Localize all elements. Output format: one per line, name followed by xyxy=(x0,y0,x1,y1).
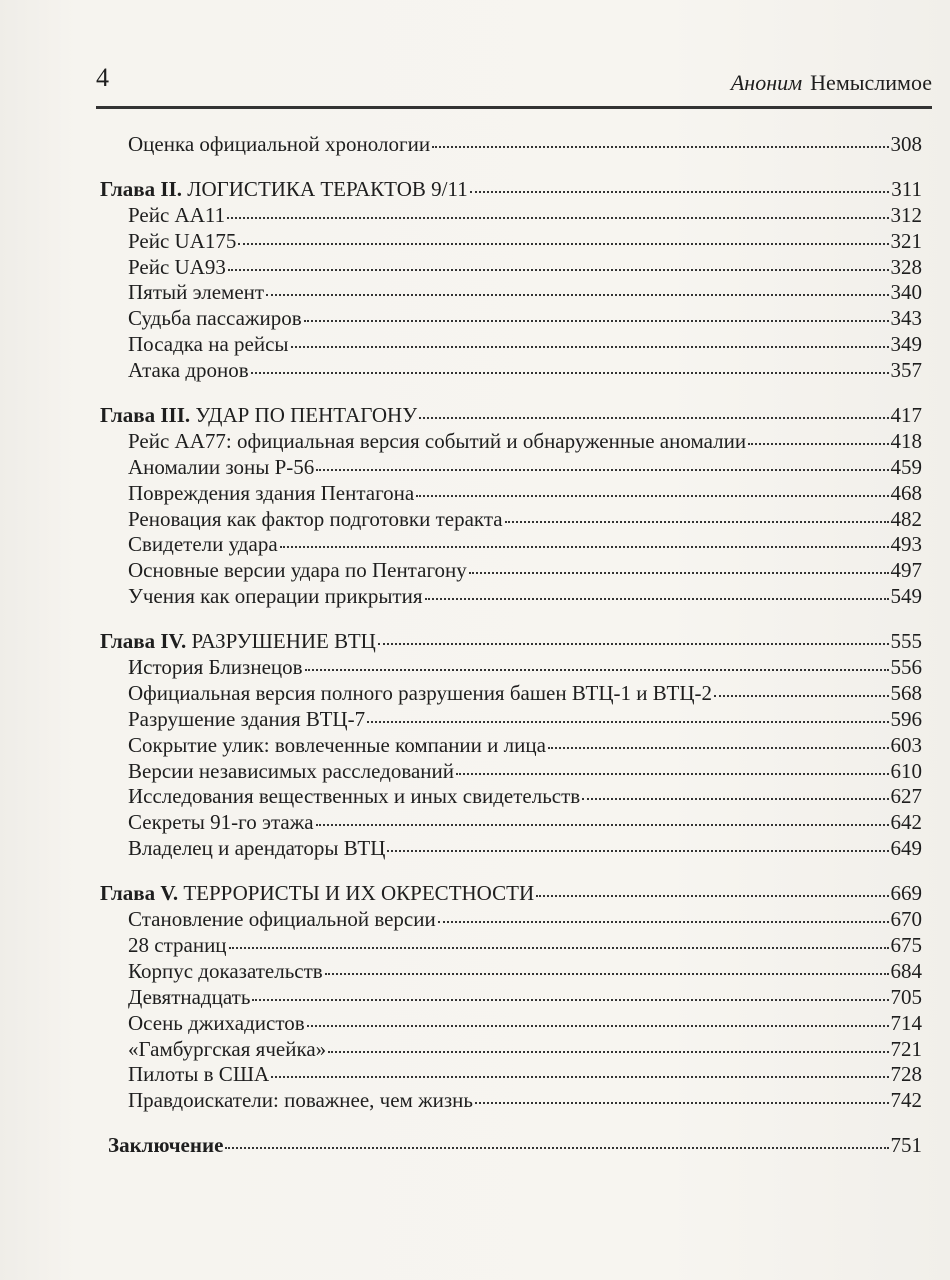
toc-entry-page: 482 xyxy=(890,506,922,531)
chapter-label: Глава IV. xyxy=(100,629,187,654)
toc-entry-page: 705 xyxy=(890,984,922,1009)
dot-leader xyxy=(748,439,888,445)
dot-leader xyxy=(505,517,889,523)
dot-leader xyxy=(469,568,889,574)
author-name: Аноним xyxy=(730,70,803,95)
toc-entry-page: 349 xyxy=(890,332,922,357)
toc-entry-title: Свидетели удара xyxy=(128,532,278,557)
chapter-name: РАЗРУШЕНИЕ ВТЦ xyxy=(191,629,376,654)
dot-leader xyxy=(228,265,889,271)
dot-leader xyxy=(419,413,888,419)
toc-entry xyxy=(100,255,922,281)
toc-entry xyxy=(100,203,922,229)
toc-entry-title: Аномалии зоны P-56 xyxy=(128,454,315,479)
toc-entry xyxy=(100,584,922,610)
toc-entry-title: Девятнадцать xyxy=(128,984,251,1009)
toc-entry-page: 549 xyxy=(890,584,922,609)
toc-entry xyxy=(100,358,922,384)
toc-entry xyxy=(100,1088,922,1114)
toc-entry-title: Секреты 91-го этажа xyxy=(128,810,314,835)
toc-entry-title: Владелец и арендаторы ВТЦ xyxy=(128,836,386,861)
chapter-label: Глава V. xyxy=(100,881,179,906)
chapter-title xyxy=(100,403,417,429)
page-number: 4 xyxy=(96,63,109,92)
toc-entry-title: 28 страниц xyxy=(128,932,227,957)
toc-entry-title: Атака дронов xyxy=(128,358,249,383)
toc-entry-page: 596 xyxy=(890,706,922,731)
toc-entry-page: 556 xyxy=(890,655,922,680)
toc-entry xyxy=(100,558,922,584)
dot-leader xyxy=(305,665,889,671)
toc-entry-page: 493 xyxy=(890,532,922,557)
dot-leader xyxy=(536,891,888,897)
page-header xyxy=(96,62,932,102)
conclusion-entry xyxy=(100,1133,922,1159)
toc-entry-title: Судьба пассажиров xyxy=(128,306,302,331)
toc-entry xyxy=(100,306,922,332)
dot-leader xyxy=(438,917,889,923)
chapter-page: 311 xyxy=(891,176,922,201)
dot-leader xyxy=(425,594,889,600)
dot-leader xyxy=(227,213,888,219)
chapter-label: Глава II. xyxy=(100,176,182,201)
dot-leader xyxy=(582,794,888,800)
dot-leader xyxy=(238,239,888,245)
chapter-page: 669 xyxy=(890,881,922,906)
toc-entry-title: Официальная версия полного разрушения башен ВТЦ-1 и ВТЦ-2 xyxy=(128,680,712,705)
toc-entry-title: Оценка официальной хронологии xyxy=(128,132,431,156)
toc-entry xyxy=(100,959,922,985)
dot-leader xyxy=(714,691,889,697)
toc-entry-page: 321 xyxy=(890,228,922,253)
dot-leader xyxy=(229,943,889,949)
toc-entry-title: Посадка на рейсы xyxy=(128,332,289,357)
toc-entry-title: Пятый элемент xyxy=(128,280,265,305)
toc-entry-title: История Близнецов xyxy=(128,655,303,680)
table-of-contents xyxy=(100,132,922,1159)
dot-leader xyxy=(475,1098,889,1104)
chapter-name: ЛОГИСТИКА ТЕРАКТОВ 9/11 xyxy=(187,176,468,201)
book-title: Немыслимое xyxy=(810,70,932,95)
toc-entry xyxy=(100,707,922,733)
toc-entry-page: 497 xyxy=(890,558,922,583)
toc-entry-page: 312 xyxy=(890,202,922,227)
chapter-heading xyxy=(100,177,922,203)
toc-entry-title: Исследования вещественных и иных свидетельств xyxy=(128,784,581,809)
dot-leader xyxy=(316,820,889,826)
dot-leader xyxy=(307,1021,889,1027)
toc-entry-title: Корпус доказательств xyxy=(128,958,323,983)
dot-leader xyxy=(387,846,888,852)
dot-leader xyxy=(470,187,890,193)
toc-entry-page: 340 xyxy=(890,280,922,305)
dot-leader xyxy=(432,142,888,148)
dot-leader xyxy=(325,969,889,975)
chapter-heading xyxy=(100,881,922,907)
chapter-title xyxy=(100,881,534,907)
toc-entry xyxy=(100,836,922,862)
dot-leader xyxy=(251,368,889,374)
chapter-heading xyxy=(100,403,922,429)
dot-leader xyxy=(304,316,889,322)
chapter-page: 417 xyxy=(890,403,922,428)
running-head xyxy=(731,70,932,96)
toc-entry-page: 328 xyxy=(890,254,922,279)
toc-entry xyxy=(100,733,922,759)
chapter-label: Глава III. xyxy=(100,403,191,428)
chapter-name: ТЕРРОРИСТЫ И ИХ ОКРЕСТНОСТИ xyxy=(183,881,535,906)
dot-leader xyxy=(291,342,889,348)
dot-leader xyxy=(416,491,888,497)
toc-entry-page: 675 xyxy=(890,932,922,957)
toc-entry xyxy=(100,655,922,681)
dot-leader xyxy=(367,717,888,723)
toc-entry xyxy=(100,933,922,959)
dot-leader xyxy=(266,290,888,296)
toc-entry xyxy=(100,985,922,1011)
toc-entry-page: 642 xyxy=(890,810,922,835)
toc-entry xyxy=(100,132,922,158)
toc-entry-page: 610 xyxy=(890,758,922,783)
toc-entry-page: 343 xyxy=(890,306,922,331)
toc-entry-page: 357 xyxy=(890,358,922,383)
toc-entry-page: 627 xyxy=(890,784,922,809)
toc-entry-page: 721 xyxy=(890,1036,922,1061)
toc-entry-page: 418 xyxy=(890,428,922,453)
toc-entry-title: Учения как операции прикрытия xyxy=(128,584,423,609)
toc-entry xyxy=(100,481,922,507)
toc-entry-title: Версии независимых расследований xyxy=(128,758,455,783)
toc-entry xyxy=(100,681,922,707)
toc-entry-title: Основные версии удара по Пентагону xyxy=(128,558,467,583)
toc-entry xyxy=(100,455,922,481)
chapter-heading xyxy=(100,629,922,655)
toc-entry xyxy=(100,332,922,358)
toc-entry-title: Рейс UA93 xyxy=(128,254,226,279)
toc-entry-page: 568 xyxy=(890,680,922,705)
chapter-title xyxy=(100,177,468,203)
conclusion-page: 751 xyxy=(890,1133,922,1158)
dot-leader xyxy=(328,1047,888,1053)
toc-entry xyxy=(100,229,922,255)
toc-entry-page: 459 xyxy=(890,454,922,479)
header-rule xyxy=(96,106,932,109)
toc-entry xyxy=(100,507,922,533)
toc-entry-title: Правдоискатели: поважнее, чем жизнь xyxy=(128,1088,473,1113)
toc-entry-title: Повреждения здания Пентагона xyxy=(128,480,415,505)
toc-entry-page: 670 xyxy=(890,907,922,932)
toc-entry-page: 742 xyxy=(890,1088,922,1113)
dot-leader xyxy=(378,639,889,645)
toc-entry-title: Рейс AA11 xyxy=(128,202,226,227)
dot-leader xyxy=(252,995,888,1001)
toc-entry xyxy=(100,429,922,455)
toc-entry xyxy=(100,810,922,836)
toc-entry xyxy=(100,759,922,785)
toc-entry-title: Пилоты в США xyxy=(128,1062,270,1087)
toc-entry-title: Рейс AA77: официальная версия событий и обнаруженные аномалии xyxy=(128,428,747,453)
dot-leader xyxy=(280,542,889,548)
toc-entry xyxy=(100,1011,922,1037)
toc-entry xyxy=(100,1037,922,1063)
toc-entry-page: 728 xyxy=(890,1062,922,1087)
toc-entry-page: 684 xyxy=(890,958,922,983)
toc-entry xyxy=(100,1062,922,1088)
toc-entry-page: 714 xyxy=(890,1010,922,1035)
dot-leader xyxy=(456,769,888,775)
toc-entry-page: 649 xyxy=(890,836,922,861)
dot-leader xyxy=(271,1072,888,1078)
toc-entry-title: Рейс UA175 xyxy=(128,228,237,253)
conclusion-title: Заключение xyxy=(108,1133,224,1158)
chapter-title xyxy=(100,629,376,655)
dot-leader xyxy=(548,743,889,749)
toc-entry-page: 308 xyxy=(890,132,922,156)
toc-entry-title: Реновация как фактор подготовки теракта xyxy=(128,506,503,531)
dot-leader xyxy=(225,1143,888,1149)
toc-entry-title: «Гамбургская ячейка» xyxy=(128,1036,327,1061)
chapter-page: 555 xyxy=(890,629,922,654)
toc-entry-page: 468 xyxy=(890,480,922,505)
toc-entry xyxy=(100,532,922,558)
toc-entry xyxy=(100,907,922,933)
toc-entry xyxy=(100,784,922,810)
toc-entry-title: Становление официальной версии xyxy=(128,907,436,932)
toc-entry-title: Сокрытие улик: вовлеченные компании и лица xyxy=(128,732,546,757)
toc-entry-page: 603 xyxy=(890,732,922,757)
toc-entry xyxy=(100,280,922,306)
toc-entry-title: Разрушение здания ВТЦ-7 xyxy=(128,706,366,731)
toc-entry-title: Осень джихадистов xyxy=(128,1010,305,1035)
chapter-name: УДАР ПО ПЕНТАГОНУ xyxy=(195,403,418,428)
dot-leader xyxy=(316,465,888,471)
